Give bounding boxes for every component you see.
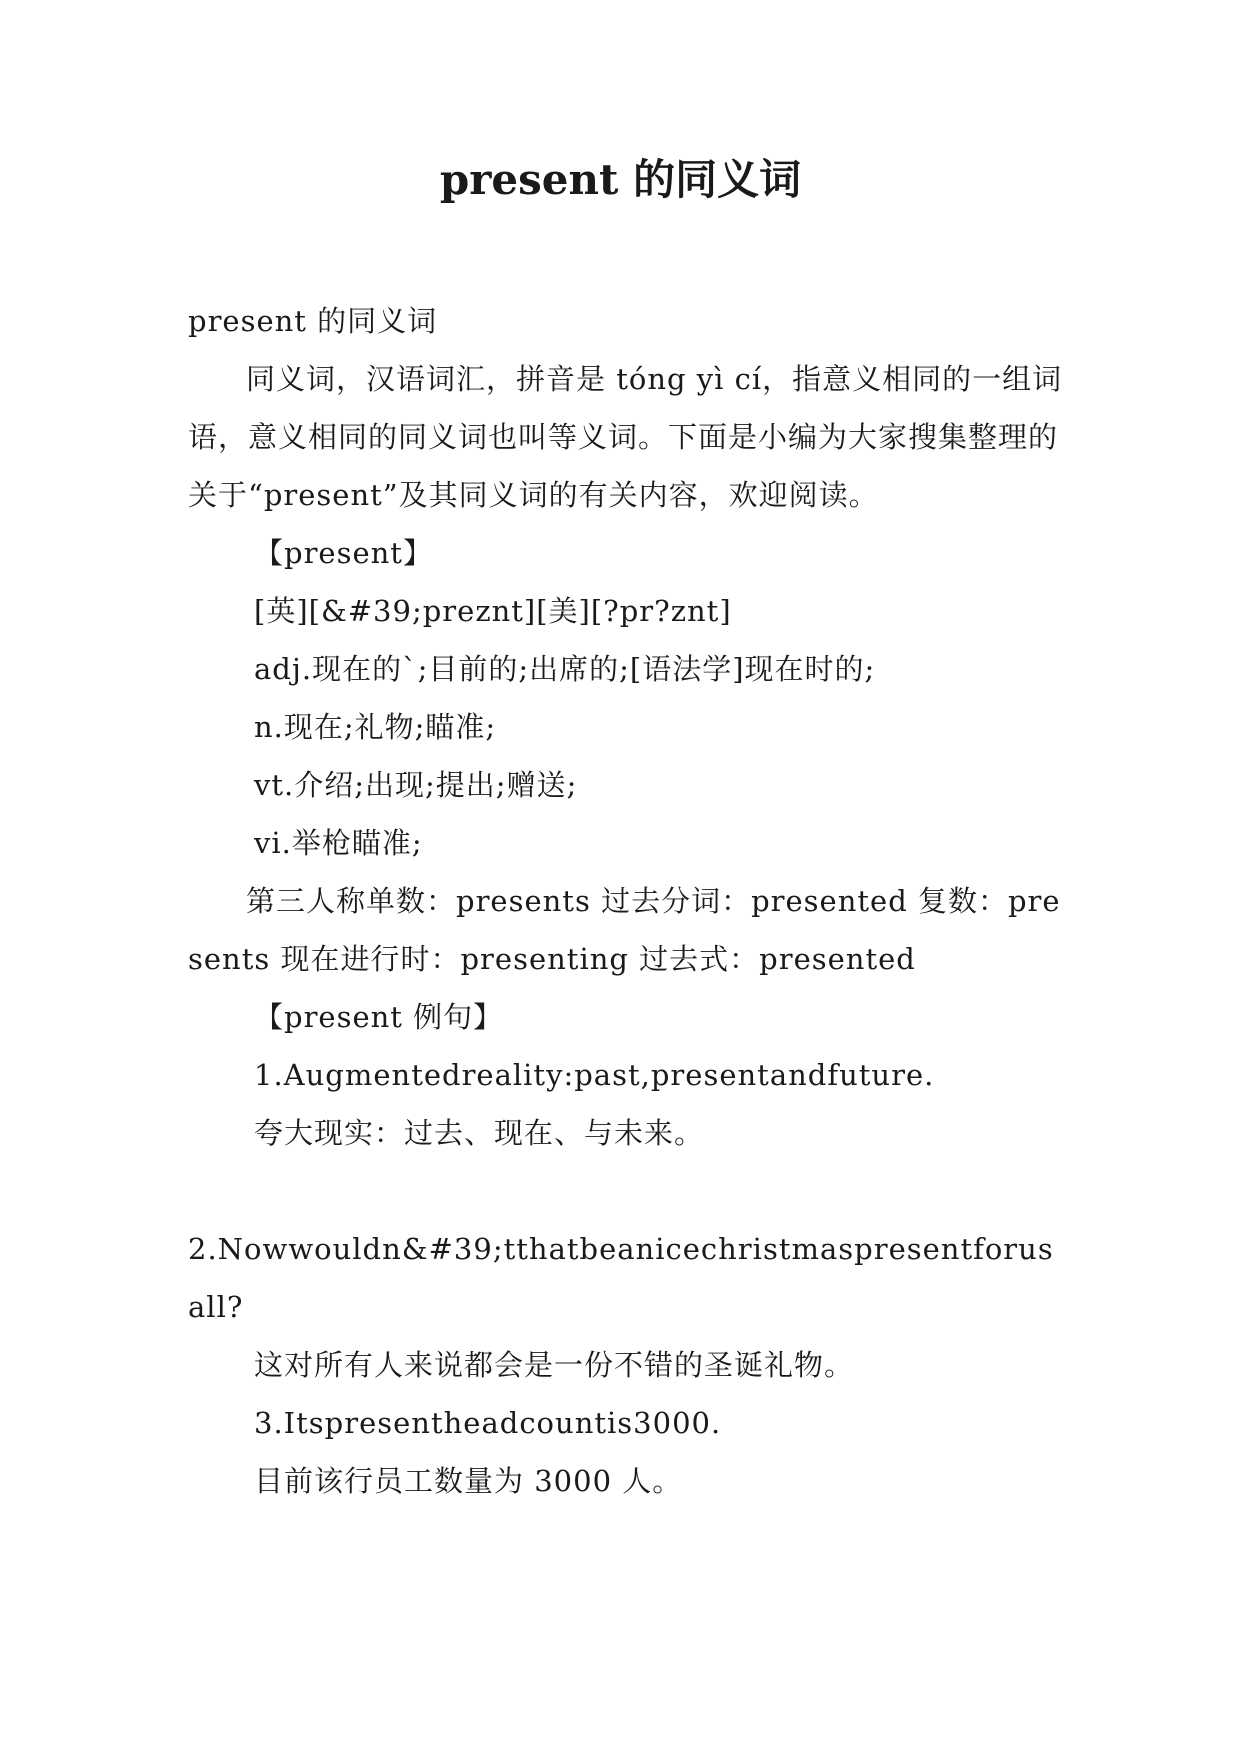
- example-2-english: 2.Nowwouldn&#39;tthatbeanicechristmaspresentforusall?: [188, 1232, 1054, 1324]
- document-title: present 的同义词: [439, 155, 802, 204]
- article-heading: present 的同义词: [188, 304, 438, 338]
- entry-header: 【present】: [254, 536, 433, 570]
- definition-vi: vi.举枪瞄准;: [254, 826, 423, 860]
- intro-paragraph: 同义词，汉语词汇，拼音是 tóng yì cí，指意义相同的一组词语，意义相同的同义词也叫等义词。下面是小编为大家搜集整理的关于“present”及其同义词的有关内容，欢迎阅读。: [188, 362, 1063, 512]
- definition-adj: adj.现在的`;目前的;出席的;[语法学]现在时的;: [254, 652, 876, 686]
- pronunciation: [英][&#39;preznt][美][?pr?znt]: [254, 594, 732, 628]
- examples-header: 【present 例句】: [254, 1000, 504, 1034]
- example-1-english: 1.Augmentedreality:past,presentandfuture.: [254, 1058, 935, 1092]
- example-3-english: 3.Itspresentheadcountis3000.: [254, 1406, 722, 1440]
- blank-line: [188, 1162, 1068, 1220]
- definition-n: n.现在;礼物;瞄准;: [254, 710, 497, 744]
- inflections-paragraph: 第三人称单数：presents 过去分词：presented 复数：presents 现在进行时：presenting 过去式：presented: [188, 884, 1061, 976]
- example-1-chinese: 夸大现实：过去、现在、与未来。: [254, 1116, 705, 1150]
- definition-vt: vt.介绍;出现;提出;赠送;: [254, 768, 578, 802]
- example-2-chinese: 这对所有人来说都会是一份不错的圣诞礼物。: [254, 1348, 855, 1382]
- example-3-chinese: 目前该行员工数量为 3000 人。: [254, 1464, 683, 1498]
- document-body: [188, 292, 1068, 1510]
